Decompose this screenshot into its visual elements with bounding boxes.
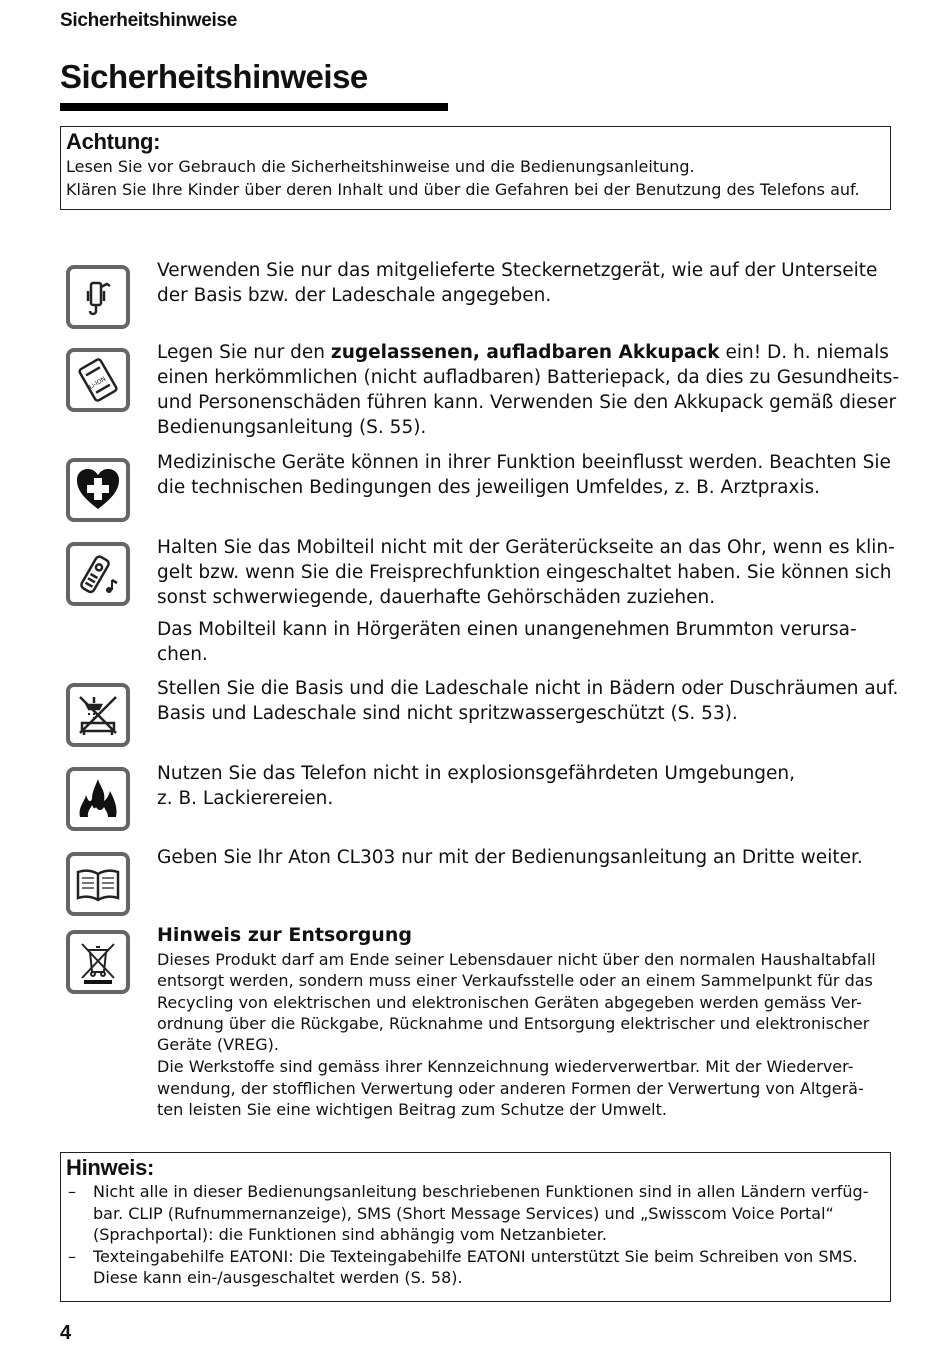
item-text-line: Recycling von elektrischen und elektronischen Geräten abgegeben werden gemäss Ver- xyxy=(157,992,862,1012)
item-text-line xyxy=(157,340,892,365)
item-text-line: Verwenden Sie nur das mitgelieferte Steckernetzgerät, wie auf der Unterseite xyxy=(157,260,878,281)
bullet-dash: – xyxy=(68,1246,76,1266)
notice-text-line: Texteingabehilfe EATONI: Die Texteingabehilfe EATONI unterstützt Sie beim Schreiben von SMS. xyxy=(93,1246,858,1266)
notice-text-line: Nicht alle in dieser Bedienungsanleitung beschriebenen Funktionen sind in allen Ländern verfüg- xyxy=(93,1182,869,1201)
notice-item xyxy=(61,1246,890,1289)
safety-item-battery xyxy=(157,340,900,440)
safety-item-bathroom xyxy=(157,676,899,726)
medical-heart-icon xyxy=(66,458,130,522)
item-text-line: der Basis bzw. der Ladeschale angegeben. xyxy=(157,285,552,306)
item-text-line: ten leisten Sie eine wichtigen Beitrag zum Schutze der Umwelt. xyxy=(157,1100,667,1120)
disposal-title: Hinweis zur Entsorgung xyxy=(157,924,412,946)
item-text-line: Nutzen Sie das Telefon nicht in explosionsgefährdeten Umgebungen, xyxy=(157,763,796,784)
notice-text-line: (Sprachportal): die Funktionen sind abhängig vom Netzanbieter. xyxy=(93,1225,607,1244)
page-title: Sicherheitshinweise xyxy=(60,58,368,95)
item-text-line: Halten Sie das Mobilteil nicht mit der Geräterückseite an das Ohr, wenn es klin- xyxy=(157,537,895,558)
item-text-emphasis: zugelassenen, aufladbaren Akkupack xyxy=(330,342,720,363)
notice-box xyxy=(60,1152,891,1302)
item-text-line: und Personenschäden führen kann. Verwenden Sie den Akkupack gemäß dieser xyxy=(157,392,897,413)
safety-item-adapter xyxy=(157,258,892,308)
running-header: Sicherheitshinweise xyxy=(60,10,237,31)
item-text-line: Das Mobilteil kann in Hörgeräten einen unangenehmen Brummton verursa- xyxy=(157,619,857,640)
power-adapter-icon xyxy=(66,265,130,329)
explosion-fire-icon xyxy=(66,767,130,831)
safety-item-explosive xyxy=(157,761,892,811)
item-text-line: gelt bzw. wenn Sie die Freisprechfunktion eingeschaltet haben. Sie können sich xyxy=(157,562,892,583)
notice-text-line: bar. CLIP (Rufnummernanzeige), SMS (Short Message Services) und „Swisscom Voice Portal“ xyxy=(93,1203,834,1223)
item-text-line: Dieses Produkt darf am Ende seiner Lebensdauer nicht über den normalen Haushaltabfall xyxy=(157,950,876,969)
item-text-line: chen. xyxy=(157,644,208,665)
notice-title: Hinweis: xyxy=(66,1155,155,1180)
svg-text:Li-ION: Li-ION xyxy=(87,375,108,391)
warning-box xyxy=(60,126,891,210)
item-text-line: wendung, der stofflichen Verwertung oder anderen Formen der Verwertung von Altgerä- xyxy=(157,1078,864,1098)
safety-item-handover xyxy=(157,845,892,870)
item-text-line: Bedienungsanleitung (S. 55). xyxy=(157,417,427,438)
safety-item-disposal xyxy=(157,949,892,1120)
warning-line: Klären Sie Ihre Kinder über deren Inhalt und über die Gefahren bei der Benutzung des Telefons auf. xyxy=(66,180,860,199)
item-text-segment: Legen Sie nur den xyxy=(157,342,331,363)
crossed-bin-icon xyxy=(66,930,130,994)
item-text-line: ordnung über die Rückgabe, Rücknahme und Entsorgung elektrischer und elektronischer xyxy=(157,1013,870,1033)
notice-item xyxy=(61,1181,890,1246)
item-text-line: z. B. Lackierereien. xyxy=(157,788,334,809)
item-text-line: die technischen Bedingungen des jeweiligen Umfeldes, z. B. Arztpraxis. xyxy=(157,477,821,498)
warning-line: Lesen Sie vor Gebrauch die Sicherheitshinweise und die Bedienungsanleitung. xyxy=(66,157,695,176)
handset-ringing-icon xyxy=(66,542,130,606)
item-text-line: Basis und Ladeschale sind nicht spritzwassergeschützt (S. 53). xyxy=(157,703,738,724)
item-text-line: entsorgt werden, sondern muss einer Verkaufsstelle oder an einem Sammelpunkt für das xyxy=(157,971,873,991)
title-rule xyxy=(60,103,448,111)
item-text-line: sonst schwerwiegende, dauerhafte Gehörschäden zuziehen. xyxy=(157,587,716,608)
no-shower-icon xyxy=(66,683,130,747)
safety-item-handset xyxy=(157,535,895,667)
item-text-line: einen herkömmlichen (nicht aufladbaren) Batteriepack, da dies zu Gesundheits- xyxy=(157,367,900,388)
safety-item-medical xyxy=(157,450,892,500)
item-text-line: Geben Sie Ihr Aton CL303 nur mit der Bedienungsanleitung an Dritte weiter. xyxy=(157,847,863,868)
item-text-line: Geräte (VREG). xyxy=(157,1035,279,1055)
battery-pack-icon xyxy=(66,348,130,412)
bullet-dash: – xyxy=(68,1182,76,1201)
item-text-line: Medizinische Geräte können in ihrer Funktion beeinflusst werden. Beachten Sie xyxy=(157,452,891,473)
notice-text-line: Diese kann ein-/ausgeschaltet werden (S. 58). xyxy=(93,1268,463,1287)
item-text-segment: ein! D. h. niemals xyxy=(719,342,889,363)
page-number: 4 xyxy=(60,1322,72,1344)
manual-book-icon xyxy=(66,852,130,916)
warning-title: Achtung: xyxy=(66,129,161,154)
item-text-line: Die Werkstoffe sind gemäss ihrer Kennzeichnung wiederverwertbar. Mit der Wiederver- xyxy=(157,1057,854,1077)
item-text-line: Stellen Sie die Basis und die Ladeschale nicht in Bädern oder Duschräumen auf. xyxy=(157,678,899,699)
